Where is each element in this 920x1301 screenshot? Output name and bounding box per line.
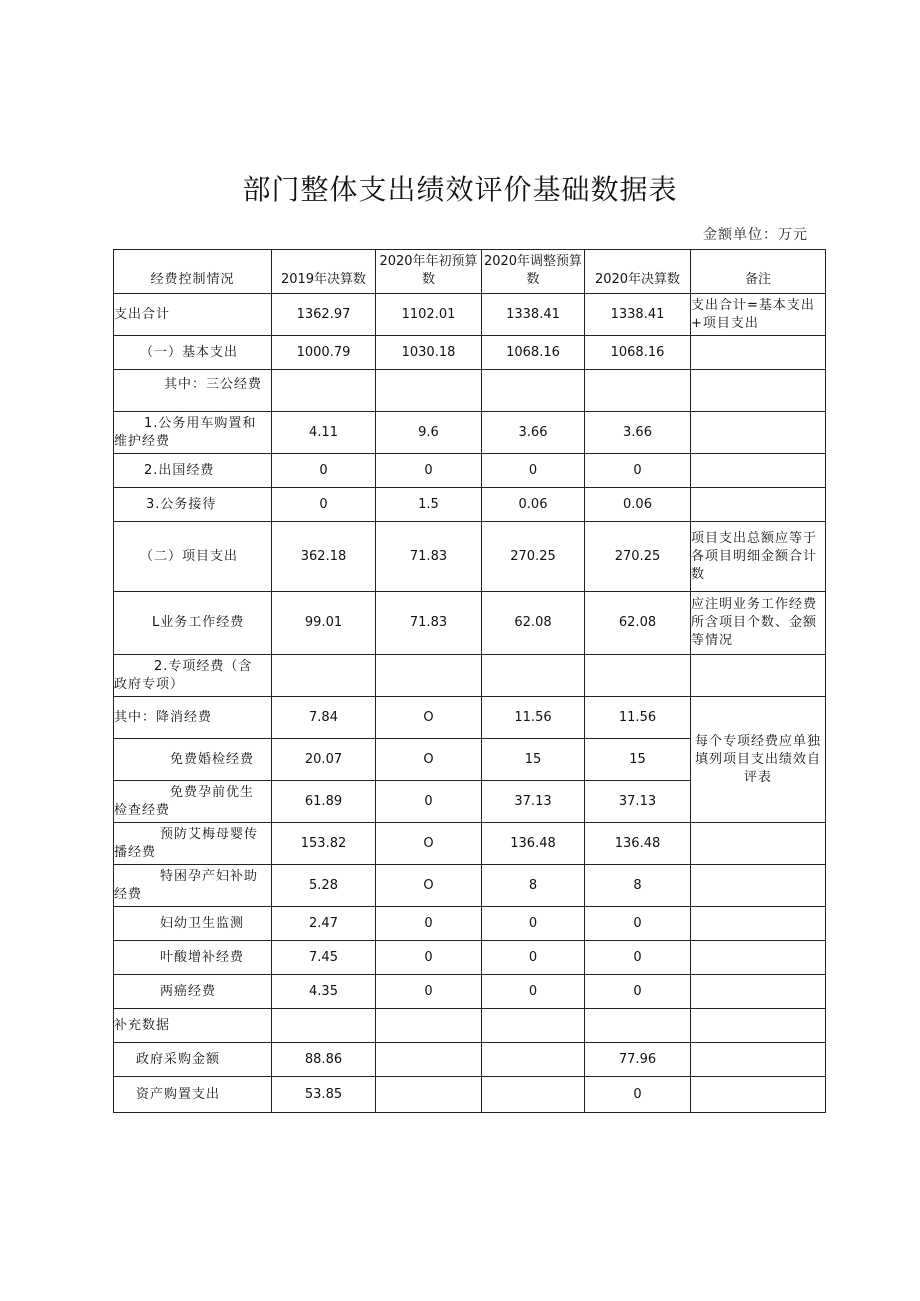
header-col2: 2020年年初预算数 bbox=[376, 250, 482, 294]
row-value-adjusted: 0 bbox=[482, 454, 585, 488]
row-remark bbox=[691, 1009, 826, 1043]
row-value-2019: 1000.79 bbox=[272, 336, 376, 370]
table-row bbox=[114, 336, 826, 370]
row-value-final bbox=[585, 370, 691, 412]
row-item-line2: 维护经费 bbox=[114, 433, 171, 449]
row-value-2019: 61.89 bbox=[272, 781, 376, 823]
row-value-adjusted: 62.08 bbox=[482, 592, 585, 655]
row-remark bbox=[691, 655, 826, 697]
row-value-adjusted: 0 bbox=[482, 907, 585, 941]
table-row bbox=[114, 592, 826, 655]
row-value-budget: O bbox=[376, 823, 482, 865]
row-value-budget bbox=[376, 1077, 482, 1113]
row-value-budget: O bbox=[376, 865, 482, 907]
row-value-final: 270.25 bbox=[585, 522, 691, 592]
row-value-final: 136.48 bbox=[585, 823, 691, 865]
row-value-adjusted: 1338.41 bbox=[482, 294, 585, 336]
table-row bbox=[114, 697, 826, 739]
row-value-final: 37.13 bbox=[585, 781, 691, 823]
row-value-adjusted: 0 bbox=[482, 941, 585, 975]
row-value-2019: 88.86 bbox=[272, 1043, 376, 1077]
row-item: 免费婚检经费 bbox=[114, 739, 272, 781]
row-value-final bbox=[585, 1009, 691, 1043]
row-value-adjusted bbox=[482, 1043, 585, 1077]
row-value-adjusted: 270.25 bbox=[482, 522, 585, 592]
table-row bbox=[114, 1043, 826, 1077]
row-remark bbox=[691, 412, 826, 454]
row-item: 政府采购金额 bbox=[114, 1043, 272, 1077]
row-value-2019: 362.18 bbox=[272, 522, 376, 592]
row-item-line1: 2.专项经费（含 bbox=[154, 658, 253, 674]
row-value-final: 0.06 bbox=[585, 488, 691, 522]
table-row bbox=[114, 488, 826, 522]
row-item: L业务工作经费 bbox=[114, 592, 272, 655]
row-value-budget: 0 bbox=[376, 941, 482, 975]
header-col1: 2019年决算数 bbox=[272, 250, 376, 294]
row-value-final bbox=[585, 655, 691, 697]
row-value-adjusted: 37.13 bbox=[482, 781, 585, 823]
row-item-line1: 特困孕产妇补助 bbox=[160, 868, 259, 884]
row-value-adjusted bbox=[482, 370, 585, 412]
row-value-budget: 71.83 bbox=[376, 522, 482, 592]
row-remark: 项目支出总额应等于各项目明细金额合计数 bbox=[691, 522, 826, 592]
row-remark bbox=[691, 907, 826, 941]
row-item-line2: 播经费 bbox=[114, 844, 157, 860]
row-item-line1: 1.公务用车购置和 bbox=[144, 415, 257, 431]
row-remark: 支出合计=基本支出+项目支出 bbox=[691, 294, 826, 336]
row-item bbox=[114, 412, 272, 454]
row-value-budget: 71.83 bbox=[376, 592, 482, 655]
table-row bbox=[114, 454, 826, 488]
row-value-2019: 4.35 bbox=[272, 975, 376, 1009]
table-row bbox=[114, 412, 826, 454]
header-row bbox=[114, 250, 826, 294]
row-value-2019: 0 bbox=[272, 488, 376, 522]
row-value-final: 8 bbox=[585, 865, 691, 907]
table-row bbox=[114, 941, 826, 975]
data-table bbox=[113, 249, 826, 1113]
row-value-final: 77.96 bbox=[585, 1043, 691, 1077]
row-item: 其中：降消经费 bbox=[114, 697, 272, 739]
row-item: 资产购置支出 bbox=[114, 1077, 272, 1113]
table-row bbox=[114, 655, 826, 697]
row-remark-merged: 每个专项经费应单独填列项目支出绩效自评表 bbox=[691, 697, 826, 823]
row-value-budget: 1030.18 bbox=[376, 336, 482, 370]
page-title: 部门整体支出绩效评价基础数据表 bbox=[242, 173, 678, 206]
table-row bbox=[114, 823, 826, 865]
row-value-adjusted: 136.48 bbox=[482, 823, 585, 865]
amount-unit: 金额单位：万元 bbox=[703, 227, 808, 243]
row-value-budget bbox=[376, 1009, 482, 1043]
row-value-2019: 5.28 bbox=[272, 865, 376, 907]
header-col3: 2020年调整预算数 bbox=[482, 250, 585, 294]
table-row bbox=[114, 865, 826, 907]
row-value-budget: 1102.01 bbox=[376, 294, 482, 336]
row-remark bbox=[691, 336, 826, 370]
row-value-final: 0 bbox=[585, 975, 691, 1009]
row-remark bbox=[691, 823, 826, 865]
row-value-2019: 99.01 bbox=[272, 592, 376, 655]
row-value-adjusted bbox=[482, 655, 585, 697]
row-item: 补充数据 bbox=[114, 1009, 272, 1043]
row-value-final: 0 bbox=[585, 1077, 691, 1113]
row-remark bbox=[691, 1043, 826, 1077]
row-item: 3.公务接待 bbox=[114, 488, 272, 522]
row-value-budget: O bbox=[376, 697, 482, 739]
row-item bbox=[114, 865, 272, 907]
row-value-adjusted bbox=[482, 1009, 585, 1043]
row-value-2019 bbox=[272, 655, 376, 697]
table-row bbox=[114, 370, 826, 412]
row-value-adjusted: 8 bbox=[482, 865, 585, 907]
row-item: 其中：三公经费 bbox=[114, 370, 272, 412]
row-value-final: 0 bbox=[585, 454, 691, 488]
row-item-line2: 检查经费 bbox=[114, 802, 171, 818]
row-value-2019: 53.85 bbox=[272, 1077, 376, 1113]
row-value-final: 62.08 bbox=[585, 592, 691, 655]
row-value-final: 3.66 bbox=[585, 412, 691, 454]
row-remark bbox=[691, 488, 826, 522]
row-value-final: 15 bbox=[585, 739, 691, 781]
row-item: （二）项目支出 bbox=[114, 522, 272, 592]
table-row bbox=[114, 1009, 826, 1043]
table-row bbox=[114, 907, 826, 941]
row-value-final: 1068.16 bbox=[585, 336, 691, 370]
row-value-2019: 1362.97 bbox=[272, 294, 376, 336]
table-row bbox=[114, 294, 826, 336]
row-value-2019 bbox=[272, 1009, 376, 1043]
row-value-final: 0 bbox=[585, 907, 691, 941]
table-row bbox=[114, 522, 826, 592]
row-value-2019: 7.84 bbox=[272, 697, 376, 739]
header-col4: 2020年决算数 bbox=[585, 250, 691, 294]
row-value-2019: 2.47 bbox=[272, 907, 376, 941]
row-value-budget bbox=[376, 1043, 482, 1077]
row-value-2019: 20.07 bbox=[272, 739, 376, 781]
row-item bbox=[114, 781, 272, 823]
row-remark bbox=[691, 454, 826, 488]
row-remark: 应注明业务工作经费所含项目个数、金额等情况 bbox=[691, 592, 826, 655]
row-item-line1: 免费孕前优生 bbox=[170, 784, 255, 800]
row-item: 叶酸增补经费 bbox=[114, 941, 272, 975]
row-remark bbox=[691, 941, 826, 975]
row-item-line2: 经费 bbox=[114, 886, 143, 902]
header-item: 经费控制情况 bbox=[114, 250, 272, 294]
row-value-adjusted: 1068.16 bbox=[482, 336, 585, 370]
row-item: （一）基本支出 bbox=[114, 336, 272, 370]
row-value-final: 11.56 bbox=[585, 697, 691, 739]
row-value-2019: 0 bbox=[272, 454, 376, 488]
row-value-budget: 0 bbox=[376, 975, 482, 1009]
table-row bbox=[114, 975, 826, 1009]
row-value-adjusted: 15 bbox=[482, 739, 585, 781]
row-value-budget: 1.5 bbox=[376, 488, 482, 522]
row-remark bbox=[691, 370, 826, 412]
row-value-adjusted: 0 bbox=[482, 975, 585, 1009]
row-value-adjusted bbox=[482, 1077, 585, 1113]
row-value-budget: 9.6 bbox=[376, 412, 482, 454]
row-item: 妇幼卫生监测 bbox=[114, 907, 272, 941]
row-value-final: 0 bbox=[585, 941, 691, 975]
row-value-budget: 0 bbox=[376, 454, 482, 488]
row-value-2019: 7.45 bbox=[272, 941, 376, 975]
row-item: 2.出国经费 bbox=[114, 454, 272, 488]
row-value-budget bbox=[376, 370, 482, 412]
row-value-2019: 153.82 bbox=[272, 823, 376, 865]
row-item-line2: 政府专项） bbox=[114, 676, 185, 692]
row-value-adjusted: 0.06 bbox=[482, 488, 585, 522]
row-value-final: 1338.41 bbox=[585, 294, 691, 336]
row-remark bbox=[691, 1077, 826, 1113]
row-remark bbox=[691, 865, 826, 907]
row-item: 支出合计 bbox=[114, 294, 272, 336]
row-item bbox=[114, 823, 272, 865]
row-value-2019: 4.11 bbox=[272, 412, 376, 454]
row-value-budget: 0 bbox=[376, 781, 482, 823]
row-remark bbox=[691, 975, 826, 1009]
row-item bbox=[114, 655, 272, 697]
row-value-adjusted: 11.56 bbox=[482, 697, 585, 739]
row-value-budget: O bbox=[376, 739, 482, 781]
header-remark: 备注 bbox=[691, 250, 826, 294]
row-value-2019 bbox=[272, 370, 376, 412]
row-item: 两癌经费 bbox=[114, 975, 272, 1009]
row-value-budget bbox=[376, 655, 482, 697]
row-value-adjusted: 3.66 bbox=[482, 412, 585, 454]
row-value-budget: 0 bbox=[376, 907, 482, 941]
table-row bbox=[114, 1077, 826, 1113]
row-item-line1: 预防艾梅母婴传 bbox=[160, 826, 259, 842]
